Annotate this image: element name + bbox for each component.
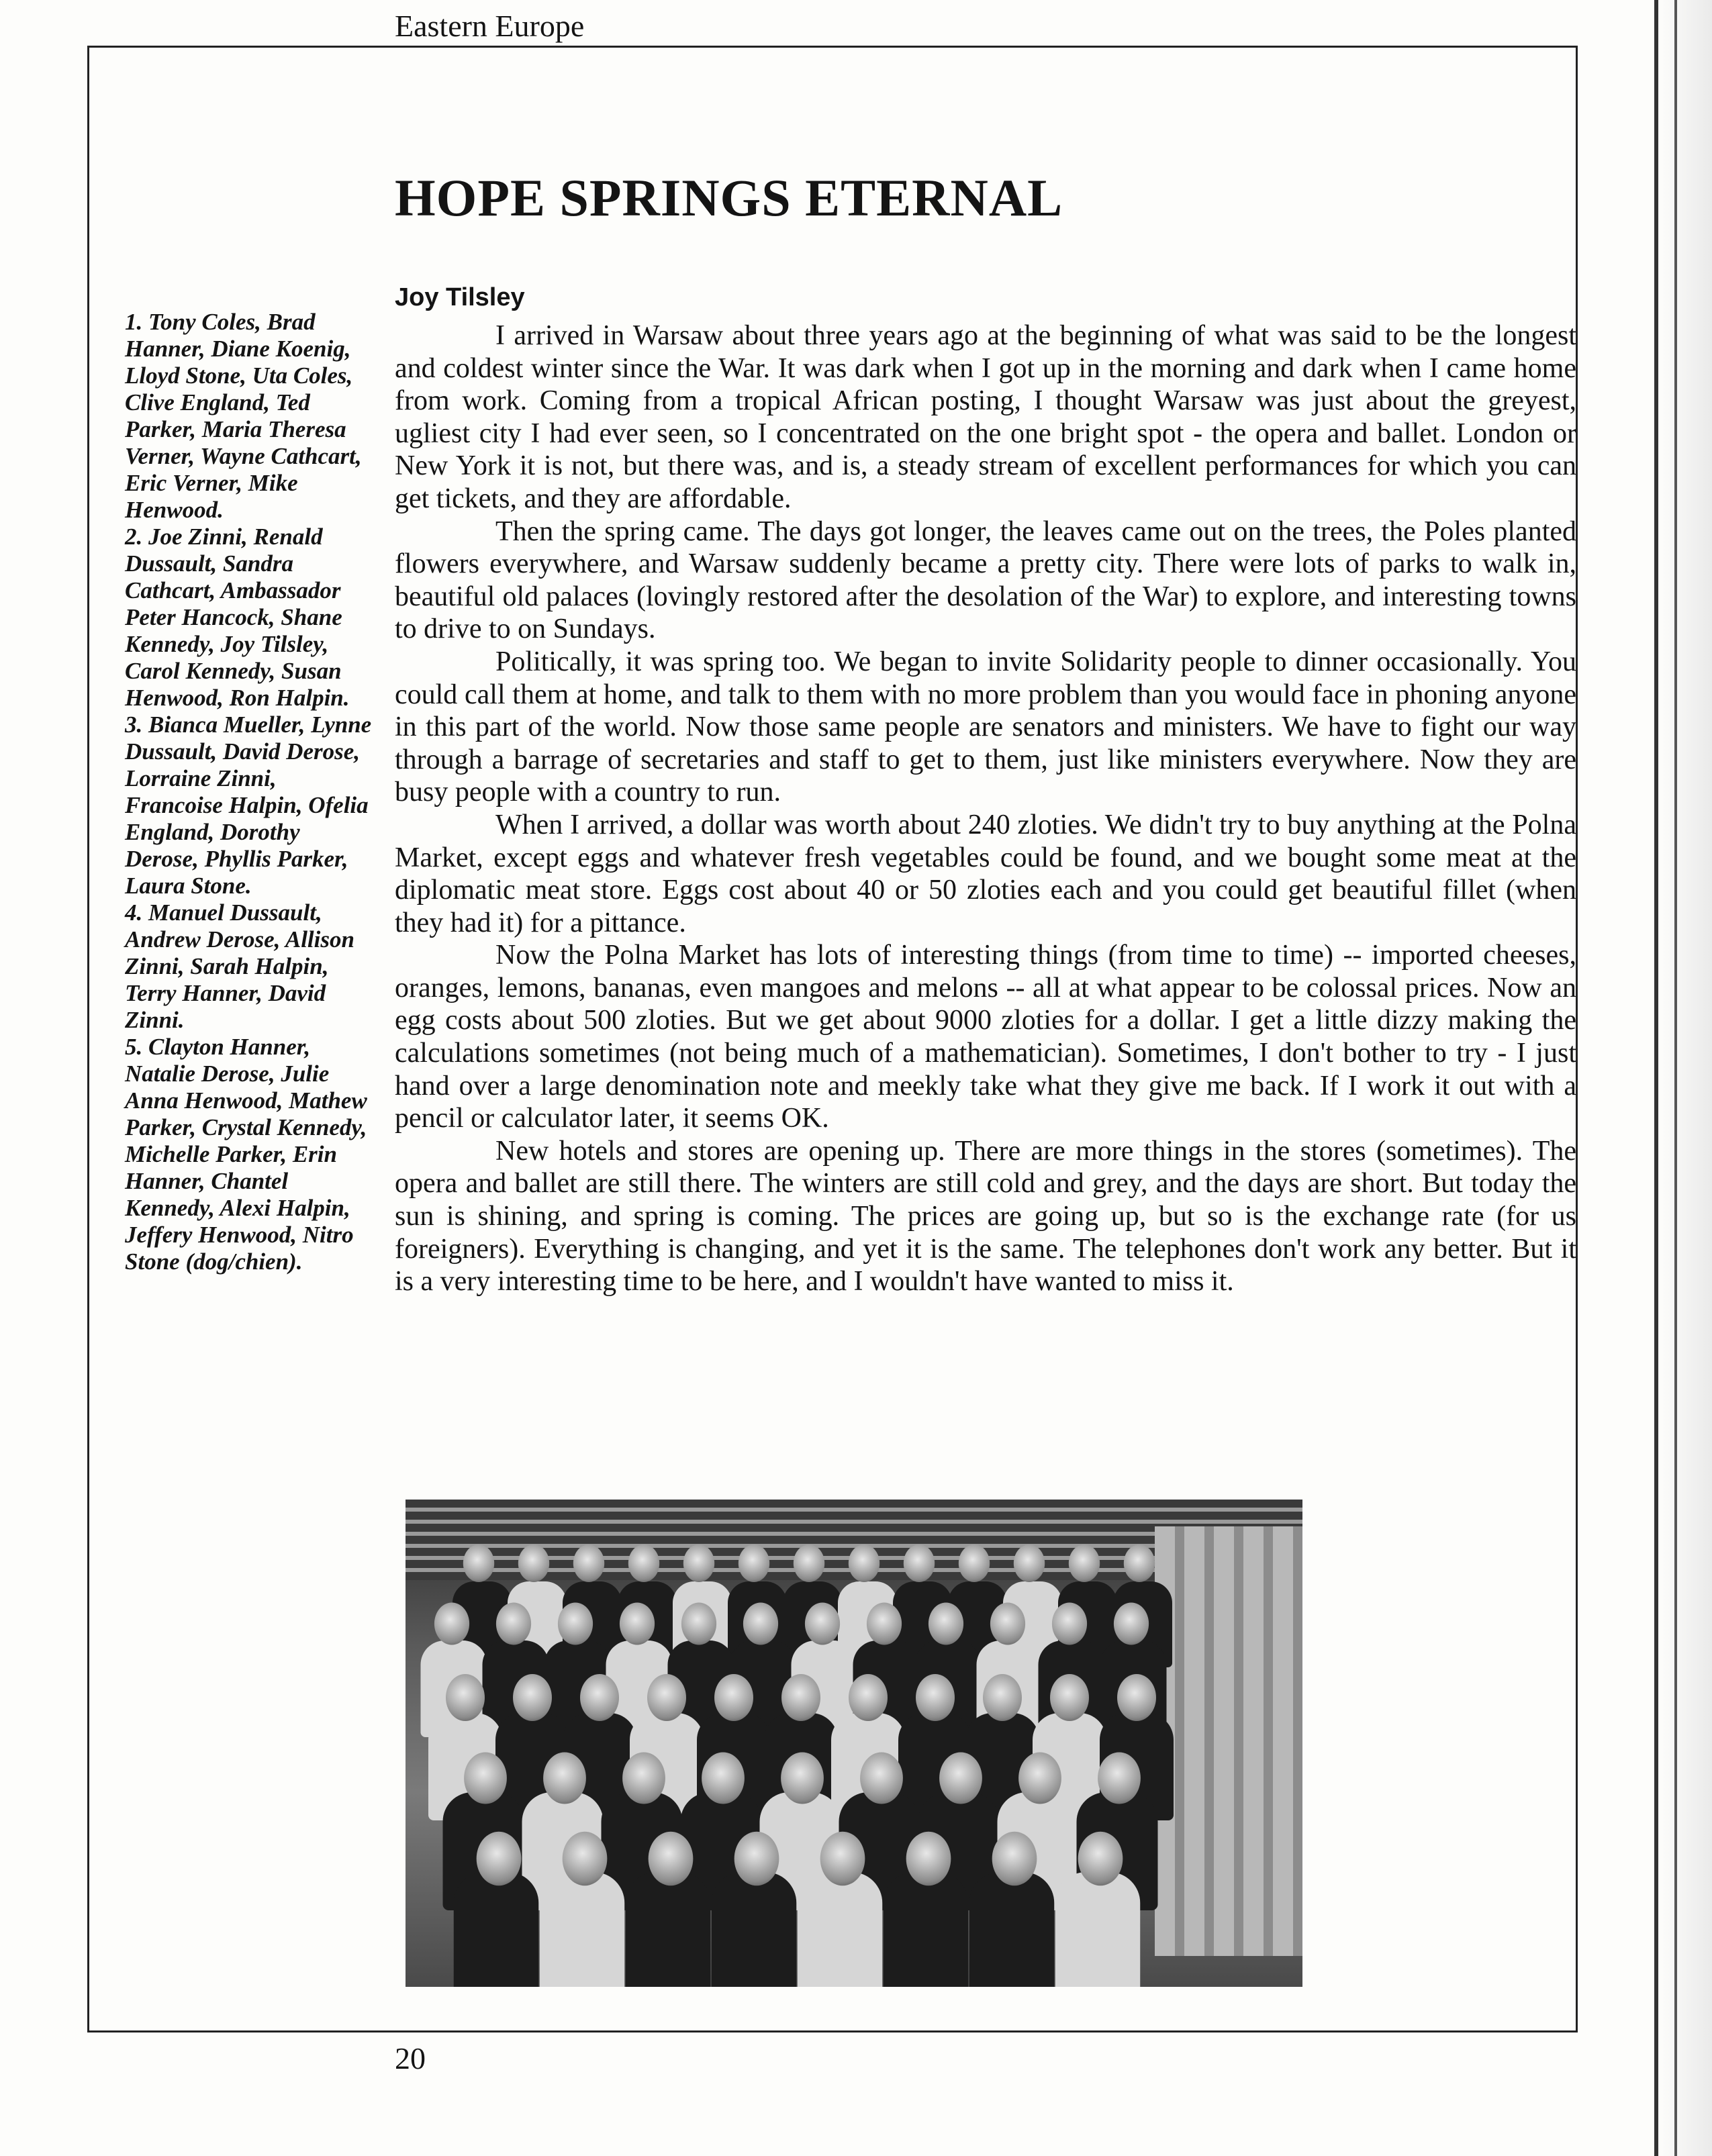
caption-row-4: 4. Manuel Dussault, Andrew Derose, Allison Zinni, Sarah Halpin, Terry Hanner, David Zinni. (125, 899, 354, 1033)
photo-person-head (743, 1603, 778, 1645)
photo-person-head (628, 1545, 659, 1582)
photo-person-head (929, 1603, 963, 1645)
caption-row-1: 1. Tony Coles, Brad Hanner, Diane Koenig, Lloyd Stone, Uta Coles, Clive England, Ted Parker, Maria Theresa Verner, Wayne Cathcart, Eric Verner, Mike Henwood. (125, 309, 362, 523)
photo-person-head (734, 1832, 779, 1886)
article-body (395, 320, 1576, 1298)
photo-person-head (992, 1832, 1037, 1886)
photo-person-head (620, 1603, 655, 1645)
photo-person-head (1052, 1603, 1087, 1645)
photo-person-head (683, 1545, 714, 1582)
photo-person-head (1078, 1832, 1123, 1886)
photo-person-head (513, 1674, 552, 1721)
caption-row-5: 5. Clayton Hanner, Natalie Derose, Julie Anna Henwood, Mathew Parker, Crystal Kennedy, Michelle Parker, Erin Hanner, Chantel Kennedy, Alexi Halpin, Jeffery Henwood, Nitro Stone (dog/chien). (125, 1034, 367, 1275)
photo-person-head (434, 1603, 469, 1645)
photo-person-body (626, 1872, 711, 1987)
article-paragraph: Now the Polna Market has lots of interesting things (from time to time) -- imported cheeses, oranges, lemons, bananas, even mangoes and melons -- all at what appear to be colossal prices. Now an egg costs about 500 zloties. But we get about 9000 zloties for a dollar. I get a little dizzy making the calculations sometimes (not being much of a mathematician). Sometimes, I don't bother to try - I just hand over a large denomination note and meekly take what they give me back. If I work it out with a pencil or calculator later, it seems OK. (395, 940, 1576, 1134)
photo-person-head (714, 1674, 753, 1721)
article-paragraph: When I arrived, a dollar was worth about 240 zloties. We didn't try to buy anything at the Polna Market, except eggs and whatever fresh vegetables could be found, and we bought some meat at the diplomatic meat store. Eggs cost about 40 or 50 zloties each and you could get beautiful fillet (when they had it) for a pittance. (395, 809, 1576, 938)
photo-person-head (622, 1753, 665, 1804)
photo-person-head (990, 1603, 1025, 1645)
article-paragraph: Then the spring came. The days got longer, the leaves came out on the trees, the Poles planted flowers everywhere, and Warsaw suddenly became a pretty city. There were lots of parks to walk in, beautiful old palaces (lovingly restored after the desolation of the War) to explore, and interesting towns to drive to on Sundays. (395, 516, 1576, 645)
photo-person-head (647, 1674, 686, 1721)
photo-person-head (573, 1545, 604, 1582)
page-number: 20 (395, 2041, 426, 2075)
photo-person-head (563, 1832, 608, 1886)
photo-person-body (884, 1872, 969, 1987)
photo-person-head (463, 1545, 494, 1582)
photo-person-head (446, 1674, 485, 1721)
photo-person-head (860, 1753, 903, 1804)
photo-person-head (1050, 1674, 1089, 1721)
photo-person-head (558, 1603, 593, 1645)
photo-person-head (906, 1832, 951, 1886)
photo-person-head (1117, 1674, 1156, 1721)
group-photo (406, 1500, 1302, 1987)
photo-person-head (959, 1545, 990, 1582)
photo-person-body (540, 1872, 625, 1987)
photo-person-head (649, 1832, 694, 1886)
caption-row-2: 2. Joe Zinni, Renald Dussault, Sandra Cathcart, Ambassador Peter Hancock, Shane Kennedy, Joy Tilsley, Carol Kennedy, Susan Henwood, Ron Halpin. (125, 524, 350, 711)
photo-person-head (794, 1545, 824, 1582)
photo-person-head (939, 1753, 982, 1804)
article-title: HOPE SPRINGS ETERNAL (395, 168, 1063, 227)
photo-person-body (969, 1872, 1055, 1987)
photo-person-head (916, 1674, 955, 1721)
article-paragraph: Politically, it was spring too. We began to invite Solidarity people to dinner occasionally. You could call them at home, and talk to them with no more problem than you would face in phoning anyone in this part of the world. Now those same people are senators and ministers. We have to fight our way through a barrage of secretaries and staff to get to them, just like ministers everywhere. Now they are busy people with a country to run. (395, 646, 1576, 808)
photo-person-head (739, 1545, 769, 1582)
photo-building (1155, 1526, 1302, 1956)
photo-person-head (1069, 1545, 1100, 1582)
photo-person-head (805, 1603, 840, 1645)
photo-person-head (518, 1545, 549, 1582)
photo-person-head (681, 1603, 716, 1645)
photo-person-head (477, 1832, 522, 1886)
photo-person-head (904, 1545, 935, 1582)
photo-person-head (1124, 1545, 1155, 1582)
photo-person-body (798, 1872, 883, 1987)
photo-person-head (781, 1753, 824, 1804)
photo-person-head (849, 1545, 879, 1582)
photo-person-head (464, 1753, 507, 1804)
photo-person-head (1098, 1753, 1141, 1804)
photo-person-head (1018, 1753, 1061, 1804)
photo-person-head (867, 1603, 902, 1645)
section-label: Eastern Europe (395, 9, 585, 43)
article-author: Joy Tilsley (395, 283, 525, 311)
photo-person-head (820, 1832, 865, 1886)
photo-person-head (702, 1753, 745, 1804)
photo-person-head (1014, 1545, 1045, 1582)
photo-person-head (1114, 1603, 1149, 1645)
caption-row-3: 3. Bianca Mueller, Lynne Dussault, David Derose, Lorraine Zinni, Francoise Halpin, Ofelia England, Dorothy Derose, Phyllis Parker, Laura Stone. (125, 712, 372, 899)
photo-person-head (496, 1603, 531, 1645)
photo-person-head (781, 1674, 820, 1721)
article-paragraph: New hotels and stores are opening up. There are more things in the stores (sometimes). The opera and ballet are still there. The winters are still cold and grey, and the days are short. But today the sun is shining, and spring is coming. The prices are going up, but so is the exchange rate (for us foreigners). Everything is changing, and yet it is the same. The telephones don't work any better. But it is a very interesting time to be here, and I wouldn't have wanted to miss it. (395, 1135, 1576, 1297)
article-paragraph: I arrived in Warsaw about three years ago at the beginning of what was said to be the longest and coldest winter since the War. It was dark when I got up in the morning and dark when I came home from work. Coming from a tropical African posting, I thought Warsaw was just about the greyest, ugliest city I had ever seen, so I concentrated on the one bright spot - the opera and ballet. London or New York it is not, but there was, and is, a steady stream of excellent performances for which you can get tickets, and they are affordable. (395, 320, 1576, 514)
photo-person-head (580, 1674, 619, 1721)
photo-person-body (1055, 1872, 1141, 1987)
photo-person-head (983, 1674, 1022, 1721)
scan-page-edge (1654, 0, 1712, 2156)
photo-caption-list (125, 309, 373, 1275)
photo-person-body (454, 1872, 539, 1987)
photo-person-head (849, 1674, 888, 1721)
photo-person-head (543, 1753, 586, 1804)
photo-person-body (712, 1872, 797, 1987)
